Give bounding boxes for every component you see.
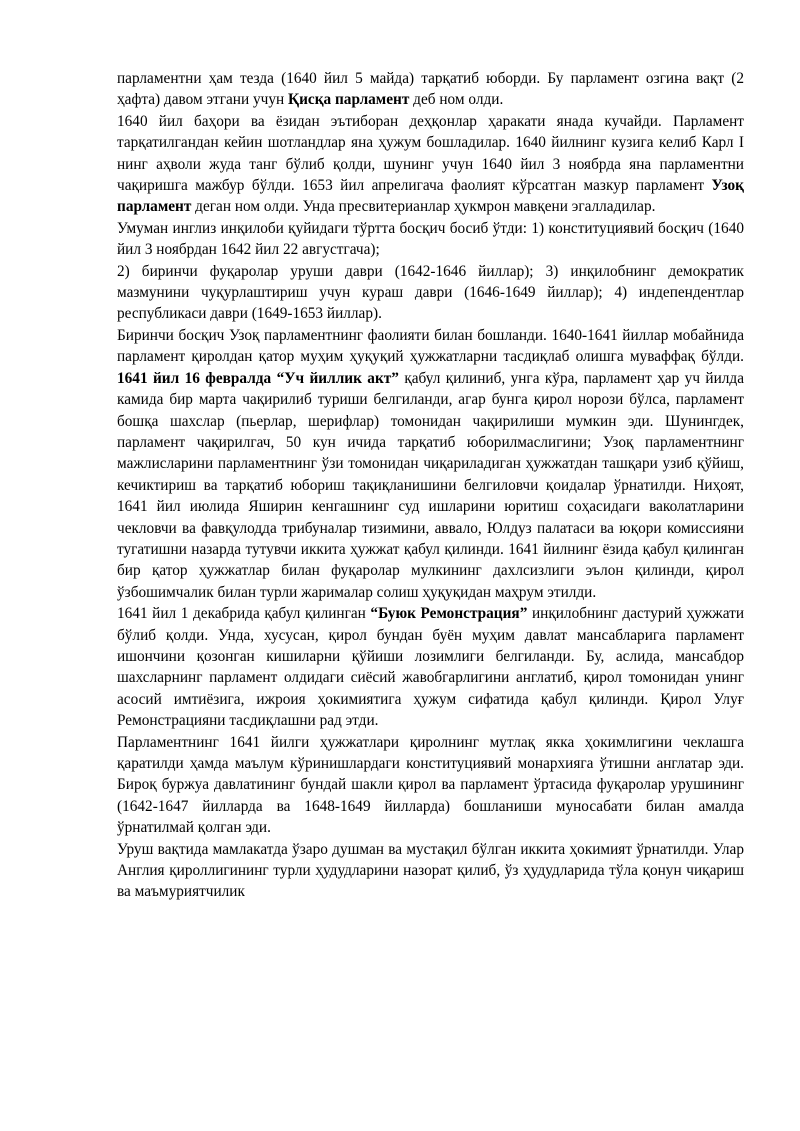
text-run: Биринчи босқич Узоқ парламентнинг фаолияти билан бошланди. 1640-1641 йиллар мобайнида парламент қиролдан қатор муҳим ҳуқуқий ҳужжатларни тасдиқлаб олишга муваффақ бўлди. [117,326,744,366]
text-run: инқилобнинг дастурий ҳужжати бўлиб қолди. Унда, хусусан, қирол бундан буён муҳим давлат мансабларига парламент ишончини қозонган кишиларни қўйиши лозимлиги белгиланди. Бу, аслида, мансабдор шахсларнинг парламент олдидаги сиёсий жавобгарлигини англатиб, қирол томонидан унинг асосий имтиёзига, ижроия ҳокимиятига ҳужум сифатида қабул қилинди. Қирол Улуғ Ремонстрацияни тасдиқлашни рад этди. [117,605,745,730]
text-run: парламентни ҳам тезда (1640 йил 5 майда) тарқатиб юборди. Бу парламент озгина вақт (2 ҳафта) давом этгани учун [117,70,744,109]
text-run: деган ном олди. Унда пресвитерианлар ҳукмрон мавқени эгалладилар. [191,198,656,216]
paragraph-short-parliament [117,68,744,111]
paragraph-stages-list: 2) биринчи фуқаролар уруши даври (1642-1646 йиллар); 3) инқилобнинг демократик мазмунини чуқурлаштириш учун кураш даври (1646-1649 йиллар); 4) индепендентлар республикаси даври (1649-1653 йиллар). [117,262,744,323]
term-triennial-act: 1641 йил 16 февралда “Уч йиллик акт” [117,369,399,387]
term-grand-remonstrance: “Буюк Ремонстрация” [370,605,528,623]
document-page [117,68,744,903]
text-run: 1640 йил баҳори ва ёзидан эътиборан деҳқонлар ҳаракати янада кучайди. Парламент тарқатилгандан кейин шотландлар яна ҳужум бошладилар. 1640 йилнинг кузига келиб Карл I нинг аҳволи жуда танг бўлиб қолди, шунинг учун 1640 йил 3 ноябрда яна парламентни чақиришга мажбур бўлди. 1653 йил апрелигача фаолият кўрсатган мазкур парламент [117,112,744,195]
paragraph-parliament-documents: Парламентнинг 1641 йилги ҳужжатлари қиролнинг мутлақ якка ҳокимлигини чеклашга қаратилди ҳамда маълум кўринишлардаги конституциявий монархияга ўтишни англатар эди. Бироқ буржуа давлатининг бундай шакли қирол ва парламент ўртасида фуқаролар урушининг (1642-1647 йилларда ва 1648-1649 йилларда) бошланиши муносабати билан амалда ўрнатилмай қолган эди. [117,733,744,837]
text-run: деб ном олди. [409,91,504,109]
paragraph-first-stage [117,325,744,603]
term-short-parliament: Қисқа парламент [288,91,410,109]
term-long-parliament: Узоқ парламент [117,177,744,216]
paragraph-long-parliament [117,111,744,218]
paragraph-war-time: Уруш вақтида мамлакатда ўзаро душман ва мустақил бўлган иккита ҳокимият ўрнатилди. Улар Англия қироллигининг турли ҳудудларини назорат қилиб, ўз ҳудудларида тўла қонун чиқариш ва маъмуриятчилик [117,840,744,901]
paragraph-grand-remonstrance [117,603,744,731]
paragraph-revolution-stages: Умуман инглиз инқилоби қуйидаги тўртта босқич босиб ўтди: 1) конституциявий босқич (1640 йил 3 ноябрдан 1642 йил 22 августгача); [117,219,744,259]
text-run: 1641 йил 1 декабрида қабул қилинган [117,605,371,623]
text-run: қабул қилиниб, унга кўра, парламент ҳар уч йилда камида бир марта чақирилиб туриши белгиланди, агар бунга қирол норози бўлса, парламент бошқа шахслар (пьерлар, шерифлар) томонидан чақирилиши мумкин эди. Шунингдек, парламент чақирилгач, 50 кун ичида тарқатиб юборилмаслигини; Узоқ парламентнинг мажлисларини парламентнинг ўзи томонидан чиқариладиган ҳужжатдан ташқари узиб қўйиш, кечиктириш ва тарқатиб юбориш тақиқланишини белгиловчи қоидалар ўрнатилди. Ниҳоят, 1641 йил июлида Яширин кенгашнинг суд ишларини юритиш соҳасидаги ваколатларини чекловчи ва фавқулодда трибуналар тизимини, аввало, Юлдуз палатаси ва юқори комиссияни тугатишни назарда тутувчи иккита ҳужжат қабул қилинди. 1641 йилнинг ёзида қабул қилинган бир қатор ҳужжатлар билан фуқаролар мулкининг дахлсизлиги эълон қилинди, қирол ўзбошимчалик билан турли жарималар солиш ҳуқуқидан маҳрум этилди. [117,369,745,601]
